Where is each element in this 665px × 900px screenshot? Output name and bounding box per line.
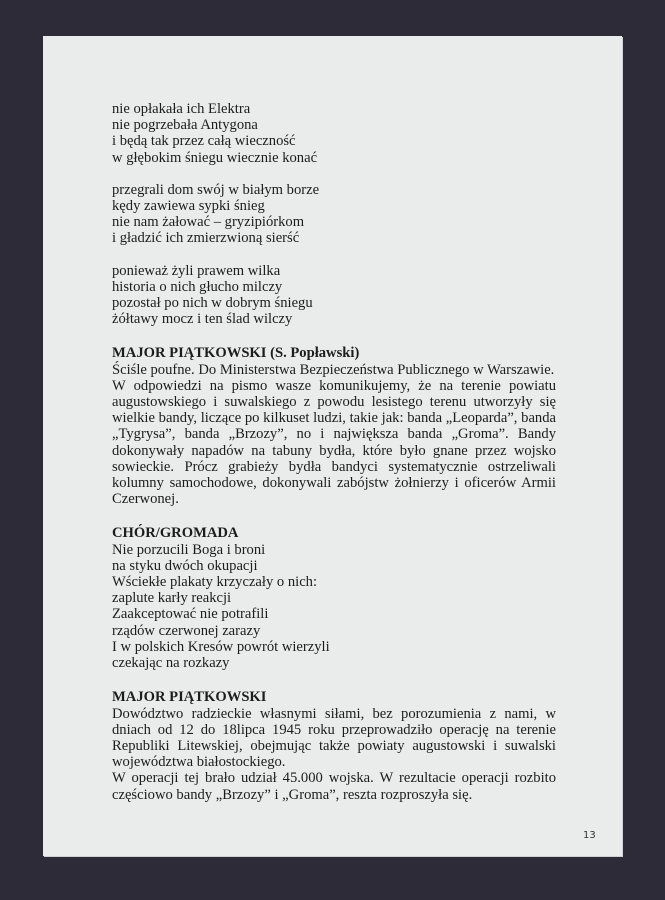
section-major-piatkowski-1 — [112, 345, 556, 507]
section-heading: CHÓR/GROMADA — [112, 525, 239, 542]
chorus-line: na styku dwóch okupacji — [112, 557, 258, 574]
poem-line: pozostał po nich w dobrym śniegu — [112, 295, 313, 312]
poem-line: kędy zawiewa sypki śnieg — [112, 198, 265, 215]
document-paragraph: W odpowiedzi na pismo wasze komunikujemy, że na terenie powiatu augustowskiego i suwalskiego z powodu lesistego terenu utworzyły się wielkie bandy, liczące po kilkuset ludzi, takie jak: banda „Leoparda”, banda „Tygrysa”, banda „Brzozy”, no i największa banda „Groma”. Bandy dokonywały napadów na tabuny bydła, które było gnane przez wojsko sowieckie. Prócz grabieży bydła bandyci systematycznie ostrzeliwali kolumny samochodowe, dokonywali zabójstw żołnierzy i oficerów Armii Czerwonej. — [112, 377, 556, 508]
section-major-piatkowski-2 — [112, 689, 556, 802]
poem-line: nie opłakała ich Elektra — [112, 101, 251, 117]
page-content — [112, 101, 556, 819]
chorus-line: rządów czerwonej zarazy — [112, 622, 261, 639]
poem-line: i gładzić ich zmierzwioną sierść — [112, 230, 300, 247]
chorus-line: Nie porzucili Boga i broni — [112, 541, 266, 558]
poem-line: w głębokim śniegu wiecznie konać — [112, 149, 318, 166]
poem-line: historia o nich głucho milczy — [112, 278, 283, 295]
chorus-line: czekając na rozkazy — [112, 655, 230, 672]
document-page — [43, 36, 622, 856]
poem-line: ponieważ żyli prawem wilka — [112, 262, 281, 279]
poem-line: nie nam żałować – gryzipiórkom — [112, 214, 305, 231]
chorus-line: zaplute karły reakcji — [112, 590, 232, 607]
poem-line: i będą tak przez całą wieczność — [112, 133, 296, 150]
chorus-line: Zaakceptować nie potrafili — [112, 606, 269, 623]
document-paragraph: W operacji tej brało udział 45.000 wojska. W rezultacie operacji rozbito częściowo bandy „Brzozy” i „Groma”, reszta rozproszyła się. — [112, 770, 556, 803]
poem-line: żółtawy mocz i ten ślad wilczy — [112, 311, 293, 328]
poem-line: nie pogrzebała Antygona — [112, 117, 258, 134]
poem-stanza-2 — [112, 182, 556, 247]
poem-stanza-1 — [112, 101, 556, 166]
poem-stanza-3 — [112, 263, 556, 328]
page-number: 13 — [583, 830, 596, 841]
section-heading: MAJOR PIĄTKOWSKI — [112, 689, 267, 706]
chorus-line: Wściekłe plakaty krzyczały o nich: — [112, 574, 318, 591]
poem-line: przegrali dom swój w białym borze — [112, 181, 320, 198]
document-line: Ściśle poufne. Do Ministerstwa Bezpieczeństwa Publicznego w Warszawie. — [112, 361, 555, 378]
document-paragraph: Dowództwo radzieckie własnymi siłami, bez porozumienia z nami, w dniach od 12 do 18lipca 1945 roku przeprowadziło operację na terenie Republiki Litewskiej, obejmując także powiaty augustowski i suwalski województwa białostockiego. — [112, 705, 556, 771]
section-heading: MAJOR PIĄTKOWSKI (S. Popławski) — [112, 345, 360, 362]
chorus-line: I w polskich Kresów powrót wierzyli — [112, 638, 330, 655]
section-chor-gromada — [112, 525, 556, 671]
